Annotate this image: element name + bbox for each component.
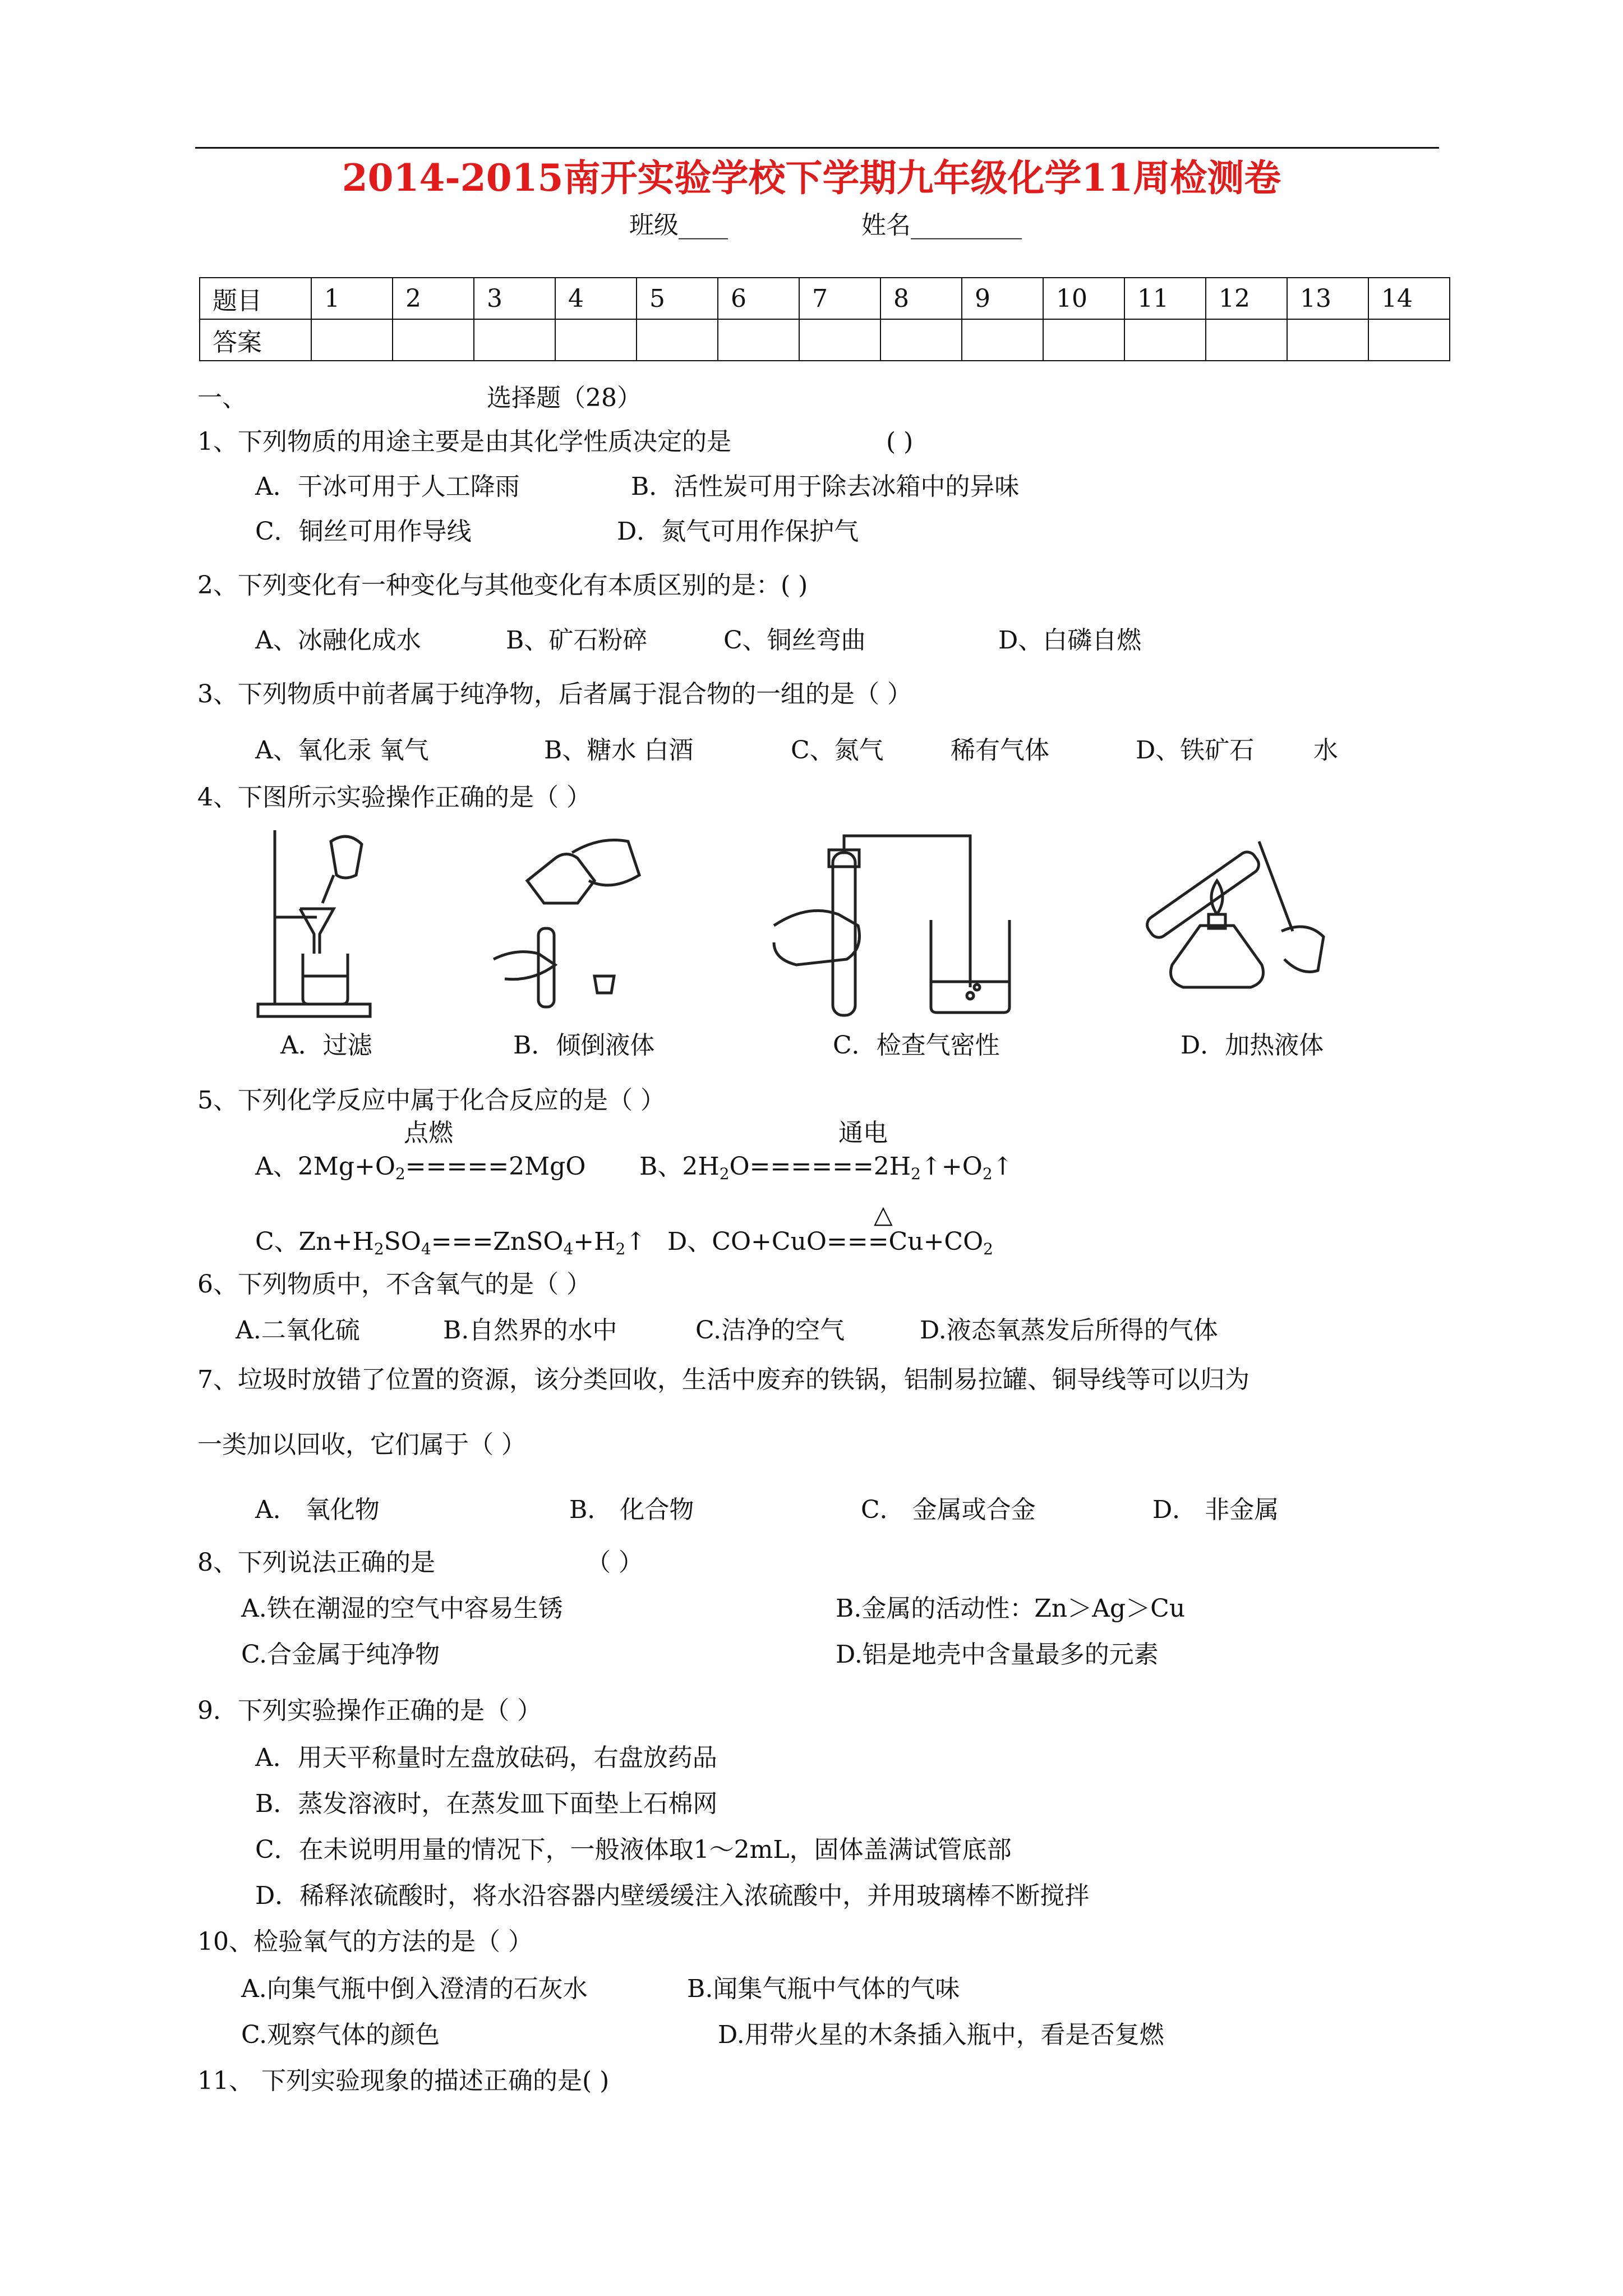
- question-9-stem: 9．下列实验操作正确的是（ ）: [197, 1696, 542, 1725]
- q6-option-d: D.液态氧蒸发后所得的气体: [920, 1316, 1218, 1345]
- q5c-part: +H: [573, 1227, 616, 1256]
- question-10-stem: 10、检验氧气的方法的是（ ）: [197, 1927, 533, 1956]
- funnel: [300, 909, 334, 954]
- question-1-paren: ( ): [886, 427, 914, 456]
- answer-cell[interactable]: [1368, 319, 1450, 361]
- pouring-beaker: [331, 836, 362, 878]
- table-cell-number: 10: [1043, 278, 1124, 319]
- answer-cell[interactable]: [474, 319, 555, 361]
- table-cell-number: 4: [555, 278, 637, 319]
- q5b-subscript: 2: [911, 1165, 921, 1183]
- answer-cell[interactable]: [1124, 319, 1206, 361]
- q9-option-c: C．在未说明用量的情况下，一般液体取1～2mL，固体盖满试管底部: [255, 1835, 1012, 1864]
- table-cell-number: 12: [1206, 278, 1287, 319]
- q1-option-b: B．活性炭可用于除去冰箱中的异味: [631, 472, 1020, 501]
- q4-option-b: B．倾倒液体: [513, 1031, 655, 1060]
- table-cell-number: 6: [718, 278, 799, 319]
- q4-option-c: C．检查气密性: [833, 1031, 1000, 1060]
- question-1-stem: 1、下列物质的用途主要是由其化学性质决定的是: [197, 427, 731, 456]
- q3-option-c-part2: 稀有气体: [951, 736, 1049, 765]
- answer-cell[interactable]: [718, 319, 799, 361]
- answer-cell[interactable]: [393, 319, 474, 361]
- q1-option-c: C．铜丝可用作导线: [255, 517, 472, 546]
- question-11-stem: 11、 下列实验现象的描述正确的是( ): [197, 2067, 610, 2095]
- q7-option-c: C． 金属或合金: [861, 1496, 1036, 1524]
- answer-table: [199, 277, 1450, 361]
- q8-option-c: C.合金属于纯净物: [241, 1640, 440, 1669]
- question-2-stem: 2、下列变化有一种变化与其他变化有本质区别的是：( ): [197, 571, 808, 600]
- q7-option-a: A． 氧化物: [255, 1496, 380, 1524]
- heating-liquid-figure: [1138, 819, 1352, 1021]
- table-cell-number: 5: [637, 278, 718, 319]
- beaker: [303, 954, 348, 1004]
- q3-option-d-part2: 水: [1313, 736, 1338, 765]
- q2-option-a: A、冰融化成水: [255, 626, 421, 655]
- q5-option-b: [639, 1151, 1013, 1190]
- q5d-part: D、CO+CuO===Cu+CO: [667, 1227, 984, 1256]
- q5b-part: ↑+O: [921, 1152, 983, 1181]
- table-cell-number: 2: [393, 278, 474, 319]
- q8-option-d: D.铝是地壳中含量最多的元素: [836, 1640, 1159, 1669]
- answer-cell[interactable]: [637, 319, 718, 361]
- q3-option-a: A、氧化汞 氧气: [255, 736, 429, 765]
- q10-option-b: B.闻集气瓶中气体的气味: [687, 1975, 960, 2003]
- q5-option-d: [667, 1226, 993, 1265]
- q5b-subscript: 2: [719, 1165, 730, 1183]
- q3-option-d: D、铁矿石: [1136, 736, 1255, 765]
- q9-option-d: D．稀释浓硫酸时，将水沿容器内壁缓缓注入浓硫酸中，并用玻璃棒不断搅拌: [255, 1881, 1090, 1910]
- table-row: [200, 319, 1450, 361]
- table-cell-number: 3: [474, 278, 555, 319]
- reagent-bottle: [527, 854, 594, 904]
- q5b-part: ↑: [992, 1152, 1013, 1181]
- q6-option-c: C.洁净的空气: [695, 1316, 845, 1345]
- q5b-subscript: 2: [982, 1165, 993, 1183]
- q6-option-b: B.自然界的水中: [443, 1316, 617, 1345]
- hand-holding-clamp: [1281, 927, 1324, 972]
- question-6-stem: 6、下列物质中，不含氧气的是（ ）: [197, 1270, 591, 1299]
- name-field: 姓名_________: [861, 211, 1022, 240]
- answer-cell[interactable]: [880, 319, 962, 361]
- answer-cell[interactable]: [311, 319, 393, 361]
- table-row: [200, 278, 1450, 319]
- stand-base: [258, 1004, 370, 1016]
- q5c-subscript: 2: [615, 1240, 626, 1258]
- bottle-stopper: [594, 976, 614, 993]
- q9-option-b: B．蒸发溶液时，在蒸发皿下面垫上石棉网: [255, 1789, 718, 1818]
- question-8-stem: 8、下列说法正确的是: [197, 1548, 435, 1577]
- answer-cell[interactable]: [962, 319, 1043, 361]
- q10-option-d: D.用带火星的木条插入瓶中，看是否复燃: [718, 2021, 1164, 2049]
- q2-option-c: C、铜丝弯曲: [723, 626, 866, 655]
- answer-cell[interactable]: [1206, 319, 1287, 361]
- test-tube: [833, 853, 855, 1015]
- pouring-liquid-figure: [482, 819, 662, 1021]
- q5a-subscript: 2: [395, 1165, 405, 1183]
- section-title: 选择题（28）: [487, 384, 642, 412]
- class-field: 班级____: [629, 211, 728, 240]
- test-tube-holder: [1259, 841, 1293, 931]
- q5c-subscript: 4: [563, 1240, 574, 1258]
- table-answer-label: 答案: [200, 319, 311, 361]
- q4-option-d: D．加热液体: [1181, 1031, 1324, 1060]
- q2-option-d: D、白磷自燃: [998, 626, 1142, 655]
- q5c-subscript: 2: [374, 1240, 384, 1258]
- q5d-subscript: 2: [983, 1240, 993, 1258]
- reaction-condition-electrolysis: 通电: [838, 1119, 888, 1147]
- q5b-part: O======2H: [729, 1152, 911, 1181]
- page-title: 2014-2015南开实验学校下学期九年级化学11周检测卷: [342, 156, 1281, 200]
- table-cell-number: 11: [1124, 278, 1206, 319]
- table-cell-number: 7: [799, 278, 880, 319]
- q5c-part: ===ZnSO: [431, 1227, 564, 1256]
- alcohol-lamp: [1171, 926, 1264, 987]
- q3-option-b: B、糖水 白酒: [544, 736, 694, 765]
- q2-option-b: B、矿石粉碎: [506, 626, 648, 655]
- q7-option-d: D． 非金属: [1152, 1496, 1279, 1524]
- question-3-stem: 3、下列物质中前者属于纯净物，后者属于混合物的一组的是（ ）: [197, 680, 912, 708]
- q8-option-a: A.铁在潮湿的空气中容易生锈: [241, 1594, 563, 1623]
- bubble: [974, 984, 980, 990]
- glass-rod: [322, 875, 334, 903]
- q5a-part: =====2MgO: [405, 1152, 586, 1181]
- q5b-part: B、2H: [639, 1152, 720, 1181]
- table-cell-number: 8: [880, 278, 962, 319]
- hand-holding-tube: [494, 952, 555, 979]
- top-rule: [195, 147, 1439, 149]
- hand-gripping-tube: [774, 910, 860, 965]
- q8-option-b: B.金属的活动性：Zn＞Ag＞Cu: [836, 1594, 1186, 1623]
- q1-option-d: D．氮气可用作保护气: [617, 517, 859, 546]
- table-cell-number: 14: [1368, 278, 1450, 319]
- q5c-part: SO: [384, 1227, 421, 1256]
- answer-cell[interactable]: [799, 319, 880, 361]
- table-cell-number: 9: [962, 278, 1043, 319]
- q10-option-c: C.观察气体的颜色: [241, 2021, 440, 2049]
- q4-option-a: A．过滤: [280, 1031, 372, 1060]
- q3-option-c: C、氮气: [791, 736, 884, 765]
- q1-option-a: A．干冰可用于人工降雨: [255, 472, 520, 501]
- filtration-figure: [247, 819, 381, 1021]
- q10-option-a: A.向集气瓶中倒入澄清的石灰水: [241, 1975, 588, 2003]
- answer-cell[interactable]: [555, 319, 637, 361]
- question-8-paren: （ ）: [586, 1548, 643, 1577]
- test-tube: [1144, 849, 1262, 941]
- question-4-stem: 4、下图所示实验操作正确的是（ ）: [197, 783, 591, 812]
- reaction-condition-heat: △: [874, 1200, 893, 1229]
- q5-option-c: [255, 1226, 646, 1265]
- question-7-stem-line1: 7、垃圾时放错了位置的资源，该分类回收，生活中废弃的铁锅，铝制易拉罐、铜导线等可以归为: [197, 1365, 1249, 1394]
- q9-option-a: A．用天平称量时左盘放砝码，右盘放药品: [255, 1743, 717, 1772]
- airtightness-figure: [763, 819, 1043, 1021]
- table-header-label: 题目: [200, 278, 311, 319]
- table-cell-number: 1: [311, 278, 393, 319]
- q5c-part: C、Zn+H: [255, 1227, 374, 1256]
- q7-option-b: B． 化合物: [569, 1496, 694, 1524]
- question-7-stem-line2: 一类加以回收，它们属于（ ）: [197, 1430, 526, 1459]
- question-5-stem: 5、下列化学反应中属于化合反应的是（ ）: [197, 1086, 665, 1115]
- q5c-subscript: 4: [421, 1240, 431, 1258]
- q5-option-a: [255, 1151, 585, 1190]
- q6-option-a: A.二氧化硫: [236, 1316, 360, 1345]
- q5a-part: A、2Mg+O: [255, 1152, 395, 1181]
- answer-cell[interactable]: [1043, 319, 1124, 361]
- delivery-tube: [844, 836, 970, 987]
- bubble: [967, 992, 974, 999]
- table-cell-number: 13: [1287, 278, 1368, 319]
- reaction-condition-ignite: 点燃: [404, 1119, 453, 1147]
- section-number: 一、: [197, 384, 247, 412]
- answer-cell[interactable]: [1287, 319, 1368, 361]
- q5c-part: ↑: [625, 1227, 647, 1256]
